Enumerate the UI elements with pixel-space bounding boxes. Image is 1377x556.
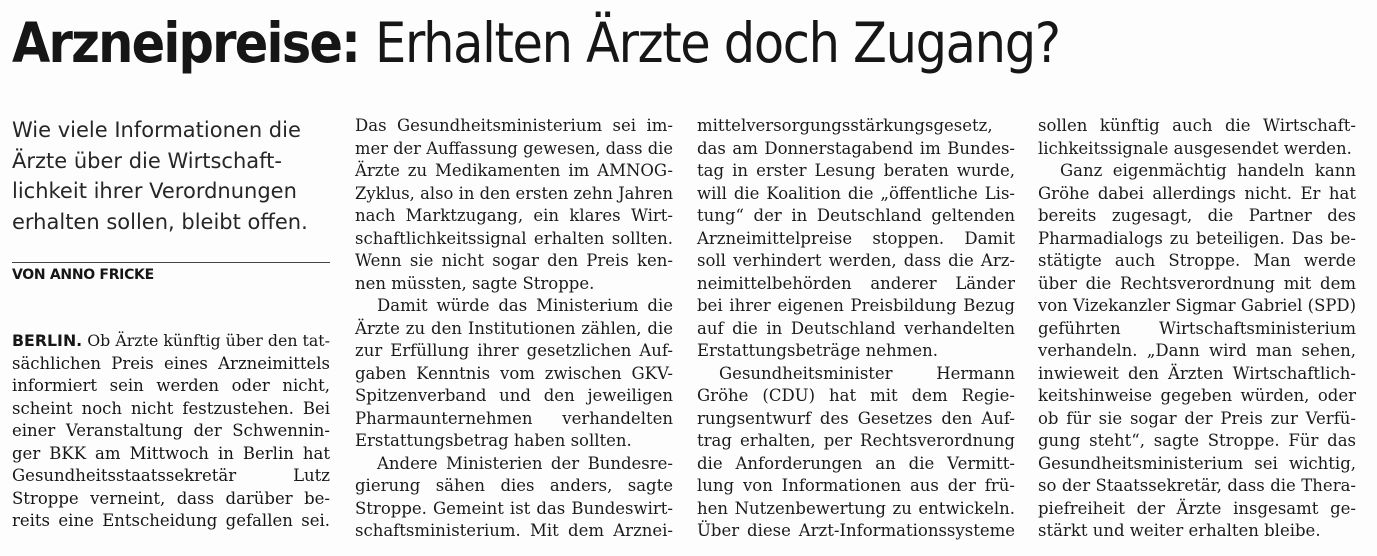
body-line: reits eine Entscheidung gefallen sei.	[12, 511, 330, 530]
body-line: schaftsministerium. Mit dem Arznei-	[355, 521, 673, 540]
body-line: Gesundheitsstaatssekretär Lutz	[12, 466, 330, 485]
body-line: gaben Kenntnis vom zwischen GKV-	[355, 363, 673, 383]
byline-divider	[12, 262, 330, 263]
body-line: Pharmadialogs zu beteiligen. Das be-	[1038, 228, 1356, 248]
body-line: von Vizekanzler Sigmar Gabriel (SPD)	[1038, 296, 1356, 315]
body-line: hen Nutzenbewertung zu entwickeln.	[697, 498, 1015, 518]
body-line: schaftlichkeitssignal erhalten sollten.	[355, 228, 673, 248]
body-line: tag in erster Lesung beraten wurde,	[697, 161, 1015, 180]
body-line: Gröhe (CDU) hat mit dem Regie-	[697, 386, 1015, 405]
body-line: Gesundheitsminister Hermann	[719, 363, 1015, 383]
body-line: gierung sähen dies anders, sagte	[355, 476, 673, 495]
body-line: nach Marktzugang, ein klares Wirt-	[355, 206, 673, 225]
body-line: auf die in Deutschland verhandelten	[697, 318, 1015, 338]
column-2	[355, 115, 673, 543]
body-line: neimittelbehörden anderer Länder	[697, 273, 1015, 293]
body-line: trag erhalten, per Rechtsverordnung	[697, 431, 1015, 450]
body-line: ger BKK am Mittwoch in Berlin hat	[12, 443, 330, 463]
body-line: piefreiheit der Ärzte insgesamt ge-	[1038, 498, 1356, 518]
body-line: Erstattungsbetrag haben sollten.	[355, 431, 632, 450]
body-line: die Anforderungen an die Vermitt-	[697, 453, 1015, 473]
body-line: Stroppe. Gemeint ist das Bundeswirt-	[355, 498, 673, 518]
teaser-line: erhalten sollen, bleibt offen.	[12, 209, 308, 234]
body-line: Spitzenverband und den jeweiligen	[355, 386, 673, 405]
body-line: Ganz eigenmächtig handeln kann	[1060, 161, 1356, 180]
column-1	[12, 115, 330, 237]
body-line: mittelversorgungsstärkungsgesetz,	[697, 116, 993, 135]
body-line: rungsentwurf des Gesetzes den Auf-	[697, 408, 1015, 428]
column-3	[697, 115, 1015, 543]
body-line: scheint noch nicht festzustehen. Bei	[12, 398, 330, 418]
body-line: Erstattungsbeträge nehmen.	[697, 341, 938, 360]
body-line: stätigte auch Stroppe. Man werde	[1038, 251, 1356, 270]
teaser-line: Ärzte über die Wirtschaft-	[12, 148, 282, 173]
body-line: Ärzte zu den Institutionen zählen, die	[355, 318, 673, 338]
column-4	[1038, 115, 1356, 543]
byline: VON ANNO FRICKE	[12, 267, 154, 283]
column-1-body	[12, 330, 330, 533]
body-line: Ärzte zu Medikamenten im AMNOG-	[355, 161, 673, 180]
body-line	[12, 330, 330, 353]
body-line: gung steht“, sagte Stroppe. Für das	[1038, 431, 1356, 450]
body-line: soll verhindert werden, dass die Arz-	[697, 251, 1015, 270]
teaser-line: Wie viele Informationen die	[12, 118, 301, 142]
body-line: Damit würde das Ministerium die	[377, 296, 673, 315]
body-line: Gesundheitsministerium sei wichtig,	[1038, 453, 1356, 473]
body-line: bereits zugesagt, die Partner des	[1038, 206, 1356, 225]
body-line: nen müssten, sagte Stroppe.	[355, 273, 595, 293]
body-line: Pharmaunternehmen verhandelten	[355, 408, 673, 428]
teaser-line: lichkeit ihrer Verordnungen	[12, 179, 297, 203]
body-line: Das Gesundheitsministerium sei im-	[355, 116, 673, 135]
body-line: keitshinweise gegeben würden, oder	[1038, 386, 1356, 405]
headline-topic: Arzneipreise:	[12, 11, 360, 75]
body-line: inwieweit den Ärzten Wirtschaftlich-	[1038, 363, 1356, 383]
body-line: geführten Wirtschaftsministerium	[1038, 318, 1356, 338]
body-line: bei ihrer eigenen Preisbildung Bezug	[697, 296, 1015, 315]
body-line: Über diese Arzt-Informationssysteme	[697, 521, 1015, 540]
body-line: Arzneimittelpreise stoppen. Damit	[697, 228, 1015, 248]
body-line: Zyklus, also in den ersten zehn Jahren	[355, 183, 673, 203]
body-line: verhandeln. „Dann wird man sehen,	[1038, 341, 1356, 360]
body-line: Gröhe dabei allerdings nicht. Er hat	[1038, 183, 1356, 203]
body-line: einer Veranstaltung der Schwennin-	[12, 421, 330, 440]
body-line: stärkt und weiter erhalten bleibe.	[1038, 521, 1321, 540]
headline-title: Erhalten Ärzte doch Zugang?	[375, 11, 1060, 75]
body-line: Stroppe verneint, dass darüber be-	[12, 488, 330, 508]
body-line: lung von Informationen aus der frü-	[697, 476, 1015, 495]
body-line-text: Ob Ärzte künftig über den tat-	[87, 331, 330, 350]
body-line: ob für sie sogar der Preis zur Verfü-	[1038, 408, 1356, 428]
body-line: so der Staatssekretär, dass die Thera-	[1038, 476, 1356, 495]
dateline: BERLIN.	[12, 331, 83, 350]
body-line: informiert sein werden oder nicht,	[12, 376, 330, 395]
teaser	[12, 115, 330, 237]
body-line: mer der Auffassung gewesen, dass die	[355, 138, 673, 158]
body-line: Andere Ministerien der Bundesre-	[377, 453, 673, 473]
body-line: das am Donnerstagabend im Bundes-	[697, 138, 1015, 158]
headline	[12, 4, 1060, 82]
body-line: Wenn sie nicht sogar den Preis ken-	[355, 251, 673, 270]
body-line: tung“ der in Deutschland geltenden	[697, 206, 1015, 225]
body-line: zur Erfüllung ihrer gesetzlichen Auf-	[355, 341, 673, 360]
body-line: sächlichen Preis eines Arzneimittels	[12, 353, 330, 373]
body-line: lichkeitssignale ausgesendet werden.	[1038, 138, 1352, 158]
body-line: über die Rechtsverordnung mit dem	[1038, 273, 1356, 293]
body-line: sollen künftig auch die Wirtschaft-	[1038, 116, 1356, 135]
body-line: will die Koalition die „öffentliche Lis-	[697, 183, 1015, 203]
